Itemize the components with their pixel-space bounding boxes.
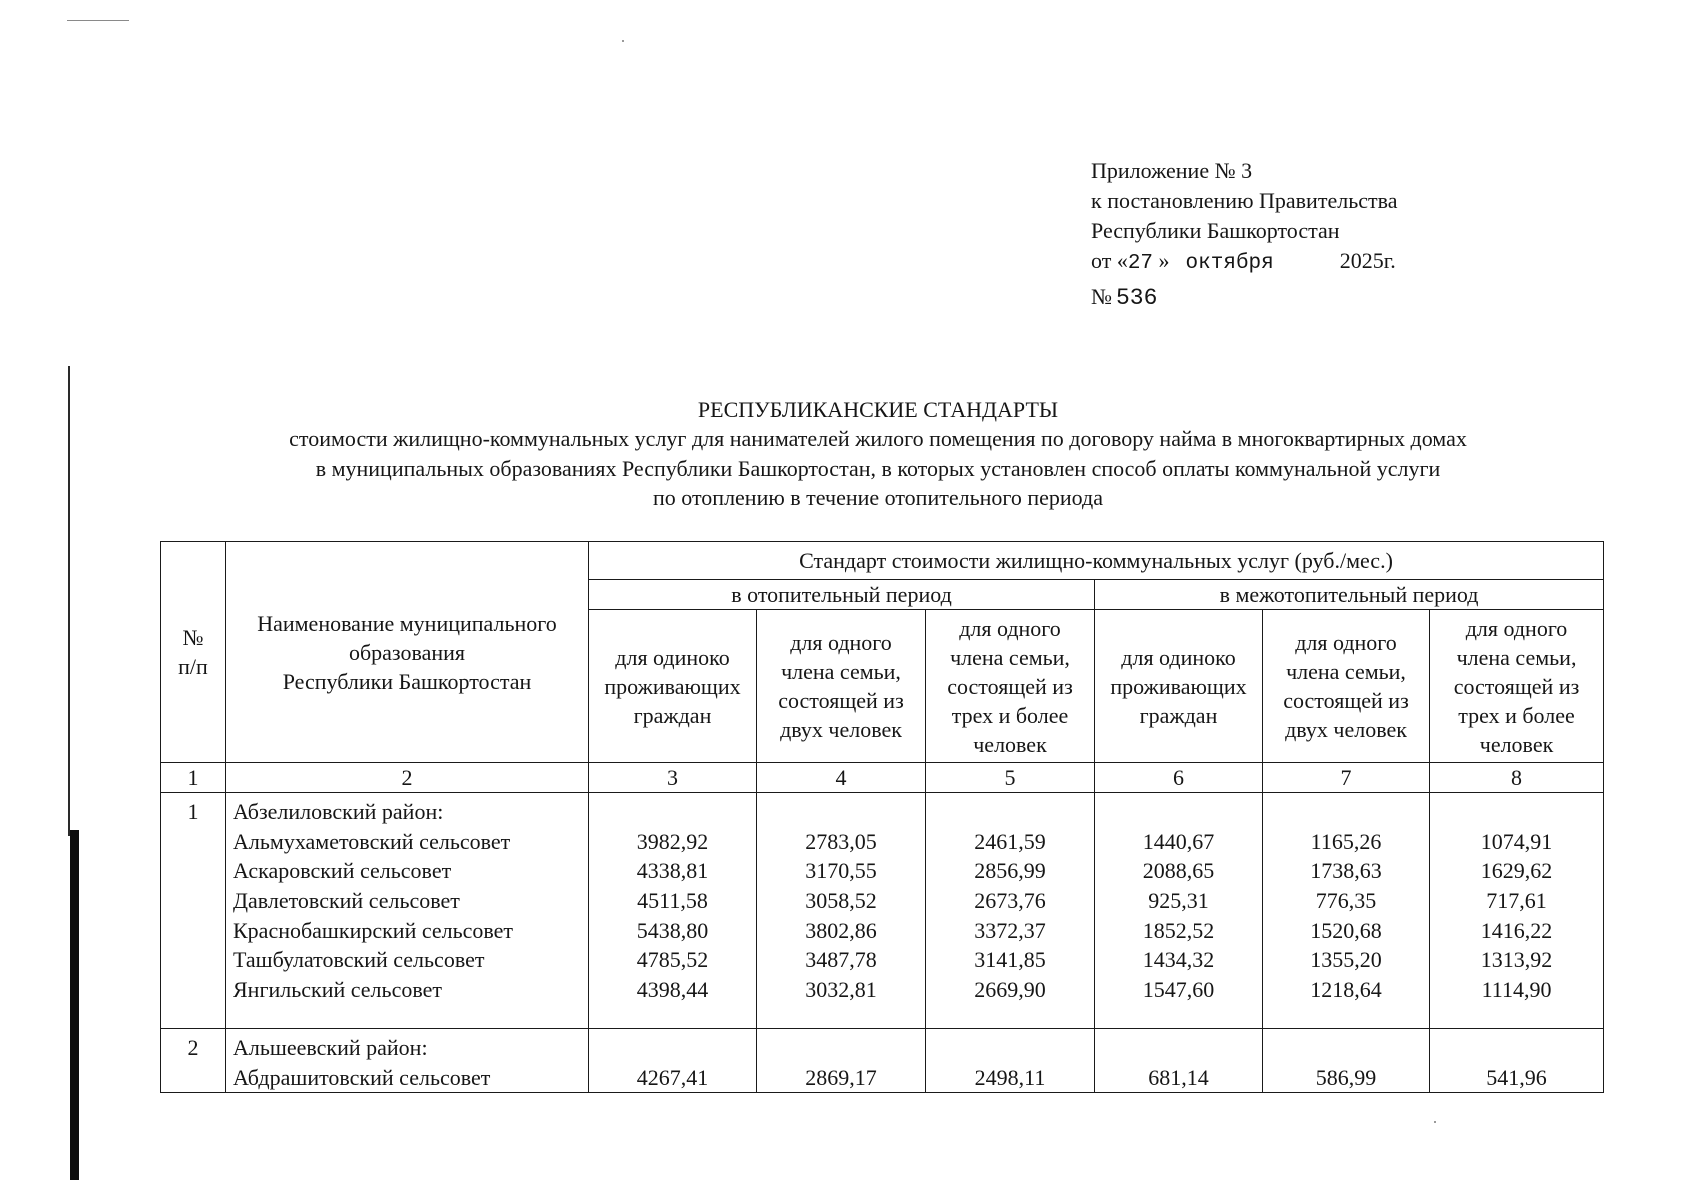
municipality-name: Аскаровский сельсовет xyxy=(233,858,452,884)
group-number: 2 xyxy=(187,1035,199,1060)
municipality-name: Ташбулатовский сельсовет xyxy=(233,947,485,973)
municipality-name: Давлетовский сельсовет xyxy=(233,888,460,914)
nonheating-two-person-cost: 1520,68 xyxy=(1310,917,1382,943)
nonheating-single-cost: 2088,65 xyxy=(1142,858,1215,884)
spacer xyxy=(757,1033,925,1063)
heating-two-person-cost: 3032,81 xyxy=(805,977,877,1003)
document-title-block xyxy=(228,395,1528,512)
district-group-row xyxy=(161,1029,1604,1093)
date-prefix: от « xyxy=(1091,248,1128,273)
group-number: 1 xyxy=(187,799,199,824)
heating-three-plus-cost: 2673,76 xyxy=(974,888,1046,914)
nonheating-single-cost: 1440,67 xyxy=(1142,828,1215,854)
header-heating-period: в отопительный период xyxy=(589,580,1095,610)
heating-single-cost: 4398,44 xyxy=(636,977,709,1003)
heating-three-plus-cost: 2669,90 xyxy=(974,977,1046,1003)
document-subtitle-line: в муниципальных образованиях Республики Башкортостан, в которых установлен способ оплаты коммунальной услуги xyxy=(315,455,1441,481)
municipality-name: Янгильский сельсовет xyxy=(233,977,442,1003)
number-sign: № xyxy=(1091,284,1112,309)
nonheating-single-cost-cell xyxy=(1095,793,1263,1029)
column-number: 7 xyxy=(1263,763,1430,793)
nonheating-single-cost: 1547,60 xyxy=(1142,977,1215,1003)
heating-two-person-cost-cell xyxy=(757,1029,926,1093)
date-day: 27 xyxy=(1127,252,1154,275)
spacer xyxy=(926,1033,1094,1063)
header-nonheating-three-plus: для одного члена семьи, состоящей из трех и более человек xyxy=(1430,610,1604,763)
nonheating-two-person-cost: 1738,63 xyxy=(1310,858,1382,884)
heating-three-plus-cost-cell xyxy=(926,793,1095,1029)
header-heating-single: для одиноко проживающих граждан xyxy=(589,610,757,763)
heating-two-person-cost: 2869,17 xyxy=(805,1064,877,1090)
column-number: 2 xyxy=(226,763,589,793)
heating-three-plus-cost-cell xyxy=(926,1029,1095,1093)
date-close-quote: » xyxy=(1153,248,1170,273)
scan-artifact-left-edge-thin xyxy=(68,366,70,836)
appendix-republic-line: Республики Башкортостан xyxy=(1091,218,1340,243)
heating-single-cost: 4785,52 xyxy=(636,947,709,973)
header-row xyxy=(161,542,1604,580)
spacer xyxy=(1095,797,1262,827)
municipality-name: Абдрашитовский сельсовет xyxy=(233,1064,491,1090)
heating-single-cost: 4267,41 xyxy=(636,1064,709,1090)
heating-three-plus-cost: 2856,99 xyxy=(974,858,1046,884)
document-subtitle-line: стоимости жилищно-коммунальных услуг для нанимателей жилого помещения по договору найма в многоквартирных домах xyxy=(289,426,1467,452)
heating-single-cost: 3982,92 xyxy=(636,828,709,854)
municipality-names-cell xyxy=(226,793,589,1029)
nonheating-single-cost: 1852,52 xyxy=(1142,917,1215,943)
header-nonheating-period: в межотопительный период xyxy=(1095,580,1604,610)
heating-three-plus-cost: 3141,85 xyxy=(974,947,1046,973)
nonheating-two-person-cost: 1355,20 xyxy=(1310,947,1382,973)
heating-single-cost: 4511,58 xyxy=(637,888,708,914)
nonheating-three-plus-cost: 1629,62 xyxy=(1480,858,1553,884)
nonheating-two-person-cost-cell xyxy=(1263,1029,1430,1093)
resolution-number: 536 xyxy=(1116,285,1158,311)
heating-two-person-cost: 2783,05 xyxy=(805,828,877,854)
nonheating-three-plus-cost: 1074,91 xyxy=(1480,828,1553,854)
heating-single-cost: 4338,81 xyxy=(636,858,709,884)
heating-single-cost: 5438,80 xyxy=(636,917,709,943)
appendix-number-line: Приложение № 3 xyxy=(1091,158,1253,183)
group-number-cell xyxy=(161,793,226,1029)
header-heating-two-person: для одного члена семьи, состоящей из двух человек xyxy=(757,610,926,763)
column-number: 1 xyxy=(161,763,226,793)
cost-standards-table xyxy=(160,541,1604,1093)
header-nonheating-single: для одиноко проживающих граждан xyxy=(1095,610,1263,763)
column-number: 3 xyxy=(589,763,757,793)
heating-two-person-cost: 3058,52 xyxy=(805,888,877,914)
spacer xyxy=(1263,1033,1429,1063)
municipality-name: Альмухаметовский сельсовет xyxy=(233,828,511,854)
document-title: РЕСПУБЛИКАНСКИЕ СТАНДАРТЫ xyxy=(697,397,1059,422)
appendix-resolution-line: к постановлению Правительства xyxy=(1091,188,1398,213)
spacer xyxy=(1263,797,1429,827)
district-group-row xyxy=(161,793,1604,1029)
date-month: октября xyxy=(1185,252,1274,275)
appendix-date-line xyxy=(1091,246,1397,279)
spacer xyxy=(1430,1033,1603,1063)
spacer xyxy=(1430,797,1603,827)
header-heating-three-plus: для одного члена семьи, состоящей из трех и более человек xyxy=(926,610,1095,763)
nonheating-single-cost: 1434,32 xyxy=(1142,947,1215,973)
nonheating-three-plus-cost: 1416,22 xyxy=(1480,917,1553,943)
spacer xyxy=(589,797,756,827)
nonheating-single-cost: 925,31 xyxy=(1148,888,1209,914)
heating-single-cost-cell xyxy=(589,1029,757,1093)
heating-three-plus-cost: 3372,37 xyxy=(974,917,1046,943)
spacer xyxy=(926,797,1094,827)
nonheating-three-plus-cost: 717,61 xyxy=(1486,888,1547,914)
nonheating-three-plus-cost-cell xyxy=(1430,1029,1604,1093)
nonheating-two-person-cost: 1218,64 xyxy=(1310,977,1382,1003)
district-name: Альшеевский район: xyxy=(233,1035,428,1060)
heating-two-person-cost: 3170,55 xyxy=(805,858,877,884)
scan-artifact-dot xyxy=(622,40,624,42)
date-year: 2025г. xyxy=(1339,248,1396,273)
spacer xyxy=(1095,1033,1262,1063)
scan-artifact-dot xyxy=(1434,1121,1436,1123)
heating-three-plus-cost: 2461,59 xyxy=(974,828,1046,854)
column-number: 8 xyxy=(1430,763,1604,793)
document-subtitle-line: по отоплению в течение отопительного периода xyxy=(652,484,1104,510)
nonheating-two-person-cost: 776,35 xyxy=(1315,888,1377,914)
municipality-names-cell xyxy=(226,1029,589,1093)
group-number-cell xyxy=(161,1029,226,1093)
nonheating-three-plus-cost-cell xyxy=(1430,793,1604,1029)
nonheating-two-person-cost: 1165,26 xyxy=(1310,828,1382,854)
header-municipality-name: Наименование муниципального образования Республики Башкортостан xyxy=(226,542,589,763)
heating-two-person-cost: 3802,86 xyxy=(805,917,877,943)
resolution-number-line xyxy=(1091,282,1397,313)
nonheating-three-plus-cost: 1114,90 xyxy=(1481,977,1552,1003)
column-number: 6 xyxy=(1095,763,1263,793)
nonheating-single-cost: 681,14 xyxy=(1148,1064,1209,1090)
nonheating-three-plus-cost: 1313,92 xyxy=(1480,947,1553,973)
nonheating-single-cost-cell xyxy=(1095,1029,1263,1093)
district-name: Абзелиловский район: xyxy=(233,799,444,824)
heating-single-cost-cell xyxy=(589,793,757,1029)
header-nonheating-two-person: для одного члена семьи, состоящей из двух человек xyxy=(1263,610,1430,763)
nonheating-three-plus-cost: 541,96 xyxy=(1486,1064,1547,1090)
municipality-name: Краснобашкирский сельсовет xyxy=(233,917,514,943)
spacer xyxy=(589,1033,756,1063)
nonheating-two-person-cost-cell xyxy=(1263,793,1430,1029)
header-number: № п/п xyxy=(161,542,226,763)
scan-artifact-top-line xyxy=(67,20,129,21)
scan-artifact-left-edge-thick xyxy=(70,830,79,1180)
heating-three-plus-cost: 2498,11 xyxy=(974,1064,1046,1090)
heating-two-person-cost-cell xyxy=(757,793,926,1029)
column-number-row xyxy=(161,763,1604,793)
header-cost-standard: Стандарт стоимости жилищно-коммунальных услуг (руб./мес.) xyxy=(589,542,1604,580)
heating-two-person-cost: 3487,78 xyxy=(805,947,877,973)
appendix-reference xyxy=(1091,156,1397,313)
nonheating-two-person-cost: 586,99 xyxy=(1315,1064,1377,1090)
column-number: 4 xyxy=(757,763,926,793)
spacer xyxy=(757,797,925,827)
column-number: 5 xyxy=(926,763,1095,793)
